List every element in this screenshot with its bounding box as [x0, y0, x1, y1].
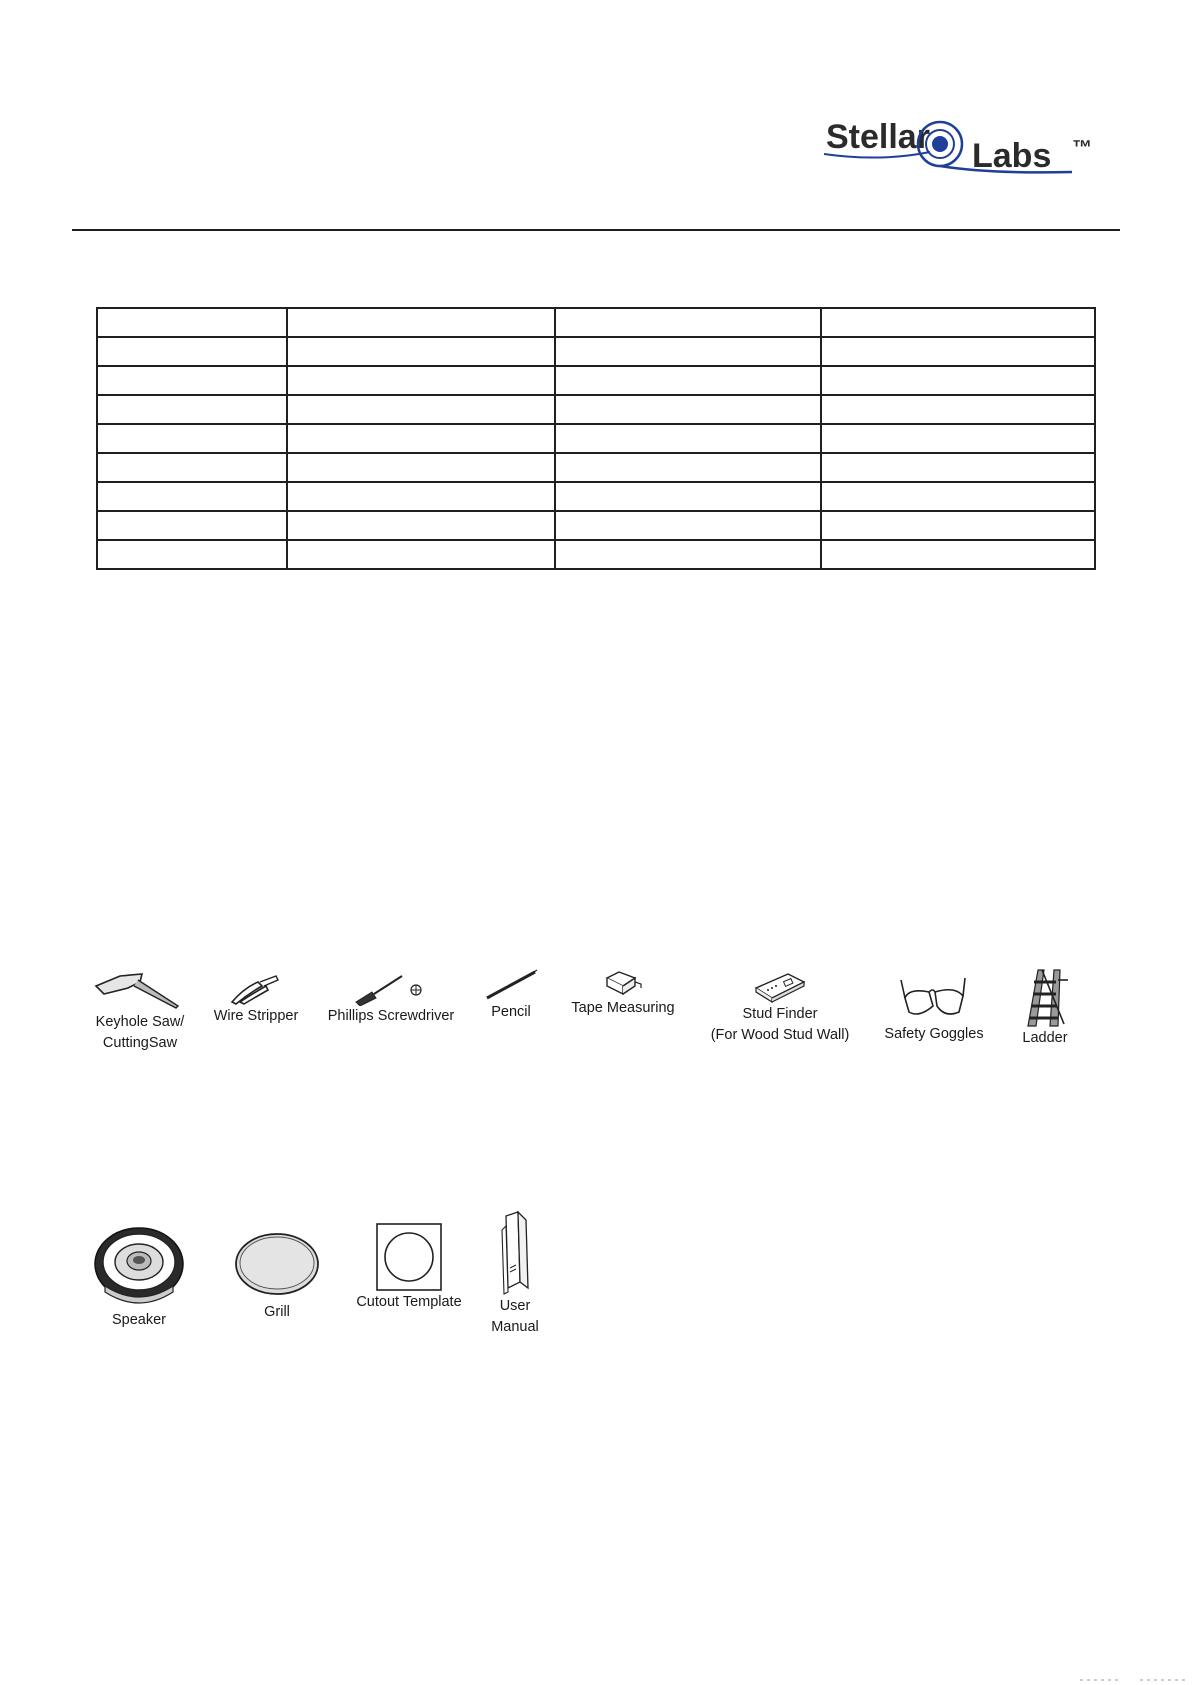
logo-tm: ™: [1072, 137, 1092, 159]
tool-label: Tape Measuring: [571, 1000, 675, 1016]
specifications-table: [96, 307, 1096, 570]
logo-text-right: Labs: [972, 137, 1052, 175]
tool-pencil: [476, 968, 546, 1023]
spec-table-cell: [555, 424, 821, 453]
spec-table-cell: [821, 511, 1095, 540]
spec-table-cell: [97, 540, 287, 569]
keyhole-saw-icon: [90, 968, 190, 1012]
spec-table-row: [97, 308, 1095, 337]
stellar-labs-logo: [820, 112, 1100, 202]
spec-table-cell: [555, 366, 821, 395]
spec-table-cell: [555, 308, 821, 337]
tool-label: Keyhole Saw/ CuttingSaw: [95, 1014, 185, 1051]
tool-label: Stud Finder (For Wood Stud Wall): [710, 1006, 850, 1043]
spec-table-row: [97, 395, 1095, 424]
spec-table-row: [97, 511, 1095, 540]
wire-stripper-icon: [226, 972, 286, 1006]
spec-table-row: [97, 482, 1095, 511]
spec-table-cell: [287, 366, 555, 395]
spec-table-row: [97, 453, 1095, 482]
pencil-icon: [481, 968, 541, 1002]
tape-measure-icon: [601, 968, 645, 998]
spec-table-cell: [555, 482, 821, 511]
spec-table-cell: [821, 424, 1095, 453]
tool-wire-stripper: [206, 972, 306, 1027]
spec-table-row: [97, 366, 1095, 395]
content-label: Grill: [264, 1304, 290, 1320]
spec-table-row: [97, 337, 1095, 366]
spec-table-cell: [287, 395, 555, 424]
spec-table-cell: [97, 482, 287, 511]
tool-tape-measure: [564, 968, 682, 1019]
spec-table-cell: [97, 424, 287, 453]
spec-table-cell: [555, 453, 821, 482]
spec-table-cell: [287, 540, 555, 569]
header-divider: [72, 229, 1120, 231]
cutout-template-icon: [375, 1222, 443, 1292]
spec-table-cell: [97, 308, 287, 337]
grill-icon: [233, 1230, 321, 1302]
spec-table-cell: [97, 511, 287, 540]
spec-table-cell: [287, 482, 555, 511]
logo-text-left: Stellar: [826, 118, 930, 156]
spec-table-cell: [287, 424, 555, 453]
content-user-manual: [474, 1210, 556, 1338]
spec-table-cell: [821, 540, 1095, 569]
content-speaker: [88, 1224, 190, 1331]
content-label: User Manual: [491, 1298, 539, 1335]
tool-label: Phillips Screwdriver: [327, 1008, 455, 1024]
spec-table-cell: [555, 511, 821, 540]
spec-table-cell: [821, 453, 1095, 482]
speaker-icon: [91, 1224, 187, 1310]
spec-table-cell: [287, 453, 555, 482]
spec-table-cell: [821, 308, 1095, 337]
spec-table-cell: [821, 366, 1095, 395]
spec-table-cell: [555, 540, 821, 569]
spec-table-cell: [555, 395, 821, 424]
stud-finder-icon: [750, 970, 810, 1004]
tool-label: Ladder: [1022, 1030, 1068, 1046]
spec-table-cell: [287, 337, 555, 366]
tool-label: Wire Stripper: [213, 1008, 299, 1024]
content-grill: [230, 1230, 324, 1323]
content-cutout-template: [356, 1222, 462, 1313]
tool-label: Safety Goggles: [884, 1026, 984, 1042]
spec-table-cell: [97, 337, 287, 366]
spec-table-cell: [97, 366, 287, 395]
logo-icon: [820, 112, 1100, 202]
tool-phillips-screwdriver: [326, 972, 456, 1027]
spec-table-cell: [97, 395, 287, 424]
tool-label: Pencil: [491, 1004, 531, 1020]
phillips-screwdriver-icon: [346, 972, 436, 1006]
ladder-icon: [1020, 968, 1070, 1028]
spec-table-row: [97, 540, 1095, 569]
spec-table-cell: [555, 337, 821, 366]
spec-table-cell: [821, 395, 1095, 424]
tool-keyhole-saw: [86, 968, 194, 1054]
spec-table-row: [97, 424, 1095, 453]
spec-table-cell: [287, 308, 555, 337]
spec-table-cell: [287, 511, 555, 540]
safety-goggles-icon: [899, 974, 969, 1024]
tool-stud-finder: [700, 970, 860, 1046]
tool-ladder: [1008, 968, 1082, 1049]
user-manual-icon: [492, 1210, 538, 1296]
tool-safety-goggles: [876, 974, 992, 1045]
spec-table-cell: [821, 337, 1095, 366]
content-label: Cutout Template: [356, 1294, 462, 1310]
page-edge-marks: [1080, 1678, 1190, 1682]
content-label: Speaker: [111, 1312, 166, 1328]
spec-table-cell: [97, 453, 287, 482]
spec-table-cell: [821, 482, 1095, 511]
